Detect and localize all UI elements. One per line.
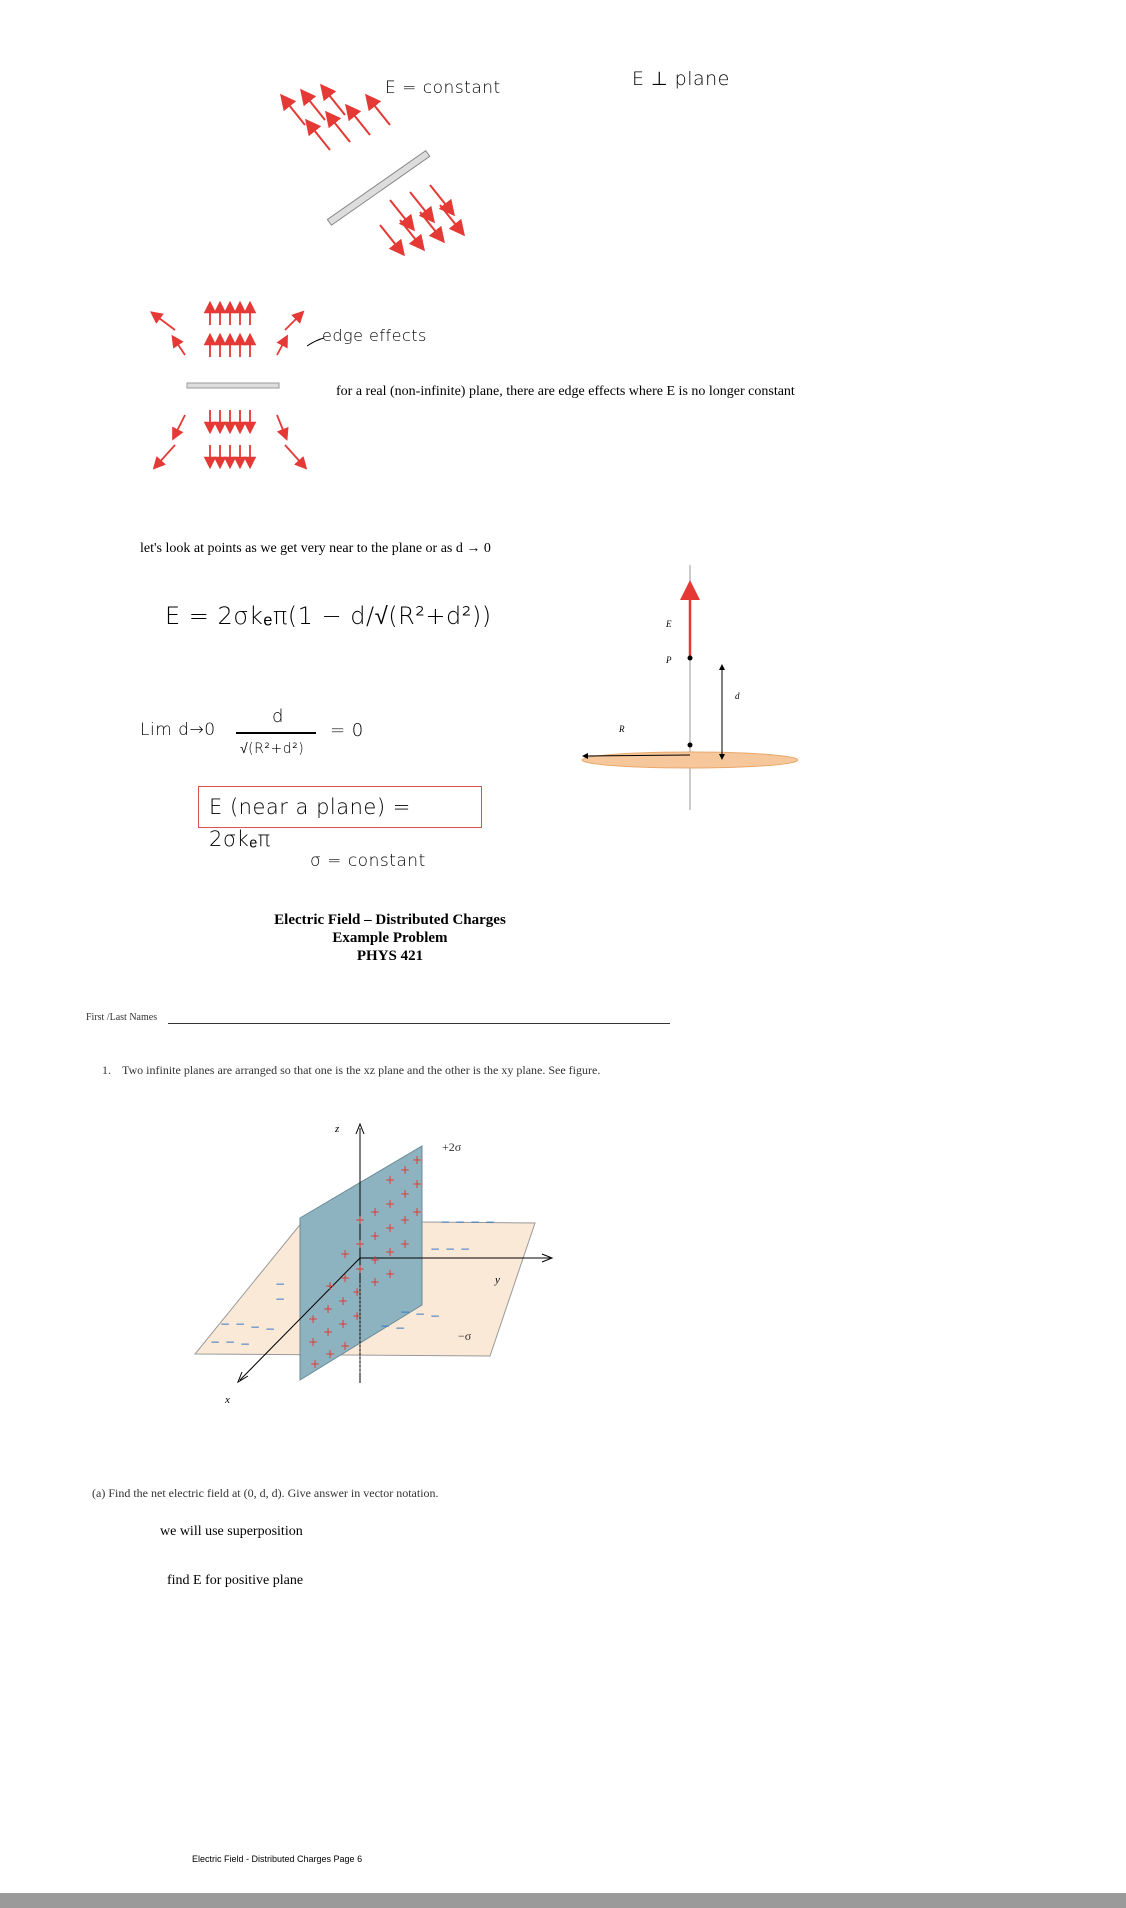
svg-text:+: + <box>340 1247 351 1261</box>
svg-text:+: + <box>412 1205 423 1219</box>
edge-effects-note: edge effects <box>322 326 427 345</box>
minus-sigma-label: −σ <box>458 1329 472 1343</box>
svg-text:+: + <box>370 1205 381 1219</box>
svg-text:+: + <box>352 1285 363 1299</box>
svg-text:−: − <box>455 1215 466 1229</box>
svg-text:+: + <box>385 1245 396 1259</box>
svg-text:−: − <box>240 1337 251 1351</box>
svg-text:−: − <box>380 1319 391 1333</box>
svg-text:−: − <box>275 1292 286 1306</box>
svg-text:−: − <box>485 1215 496 1229</box>
svg-text:−: − <box>225 1335 236 1349</box>
svg-text:+: + <box>400 1213 411 1227</box>
svg-text:+: + <box>325 1279 336 1293</box>
problem-number: 1. <box>102 1063 111 1077</box>
svg-text:−: − <box>265 1322 276 1336</box>
edge-effects-diagram <box>145 295 325 475</box>
svg-text:+: + <box>340 1339 351 1353</box>
svg-text:+: + <box>308 1312 319 1326</box>
limit-result: = 0 <box>330 720 364 741</box>
part-a: (a) Find the net electric field at (0, d, d). Give answer in vector notation. <box>92 1486 439 1500</box>
svg-text:−: − <box>445 1242 456 1256</box>
svg-text:−: − <box>400 1305 411 1319</box>
svg-text:+: + <box>370 1229 381 1243</box>
svg-text:+: + <box>340 1271 351 1285</box>
svg-text:+: + <box>355 1262 366 1276</box>
svg-text:−: − <box>210 1335 221 1349</box>
page-footer: Electric Field - Distributed Charges Page 6 <box>192 1854 363 1864</box>
svg-text:+: + <box>355 1213 366 1227</box>
svg-text:−: − <box>460 1242 471 1256</box>
svg-text:+: + <box>308 1335 319 1349</box>
limit-fraction-bar <box>236 732 316 734</box>
diagonal-plane-diagram <box>270 80 490 270</box>
disk-label-R: R <box>619 724 625 734</box>
svg-text:+: + <box>400 1163 411 1177</box>
svg-text:+: + <box>400 1237 411 1251</box>
svg-text:+: + <box>325 1347 336 1361</box>
doc-title-line3: PHYS 421 <box>356 948 424 964</box>
svg-text:+: + <box>310 1357 321 1371</box>
limit-numerator: d <box>272 706 284 727</box>
svg-text:+: + <box>352 1309 363 1323</box>
svg-text:+: + <box>338 1294 349 1308</box>
disk-label-d: d <box>735 691 740 701</box>
e-constant-note: E = constant <box>385 78 501 98</box>
doc-title-line2: Example Problem <box>332 930 448 946</box>
find-positive-note: find E for positive plane <box>167 1573 304 1588</box>
svg-text:+: + <box>385 1221 396 1235</box>
charged-disk-diagram <box>575 565 805 815</box>
name-field-line <box>168 1023 670 1024</box>
svg-text:−: − <box>440 1215 451 1229</box>
svg-text:+: + <box>323 1302 334 1316</box>
disk-label-P: P <box>666 655 672 665</box>
svg-text:−: − <box>235 1317 246 1331</box>
disk-label-E: E <box>666 619 672 629</box>
svg-text:+: + <box>412 1153 423 1167</box>
svg-text:−: − <box>415 1307 426 1321</box>
limit-denominator: √(R²+d²) <box>240 741 305 757</box>
svg-text:+: + <box>385 1173 396 1187</box>
svg-text:+: + <box>355 1237 366 1251</box>
svg-text:+: + <box>385 1197 396 1211</box>
two-planes-diagram <box>190 1118 560 1408</box>
formula-E: E = 2σkₑπ(1 − d/√(R²+d²)) <box>165 602 492 630</box>
svg-text:+: + <box>412 1177 423 1191</box>
svg-text:−: − <box>395 1321 406 1335</box>
svg-text:+: + <box>370 1275 381 1289</box>
svg-text:+: + <box>370 1253 381 1267</box>
doc-title-line1: Electric Field – Distributed Charges <box>274 912 506 928</box>
axis-label-z: z <box>335 1123 340 1135</box>
svg-text:−: − <box>430 1242 441 1256</box>
svg-text:−: − <box>220 1317 231 1331</box>
axis-label-y: y <box>495 1274 500 1286</box>
plus-two-sigma-label: +2σ <box>442 1140 462 1154</box>
svg-text:+: + <box>400 1187 411 1201</box>
svg-text:−: − <box>250 1320 261 1334</box>
svg-text:−: − <box>470 1215 481 1229</box>
svg-text:−: − <box>275 1277 286 1291</box>
bottom-scroll-bar[interactable] <box>0 1893 1126 1908</box>
edge-effects-sentence: for a real (non-infinite) plane, there are edge effects where E is no longer constant <box>336 384 795 399</box>
svg-text:+: + <box>323 1325 334 1339</box>
e-perp-plane-note: E ⊥ plane <box>632 68 730 90</box>
name-field-label: First /Last Names <box>86 1012 158 1023</box>
limit-label: Lim d→0 <box>140 720 216 740</box>
axis-label-x: x <box>225 1394 230 1406</box>
near-plane-sentence: let's look at points as we get very near to the plane or as d → 0 <box>140 541 491 556</box>
superposition-note: we will use superposition <box>160 1524 303 1539</box>
svg-text:−: − <box>430 1309 441 1323</box>
svg-text:+: + <box>338 1317 349 1331</box>
problem-text: Two infinite planes are arranged so that one is the xz plane and the other is the xy plane. See figure. <box>122 1063 601 1077</box>
sigma-constant-note: σ = constant <box>310 851 426 871</box>
boxed-result: E (near a plane) = 2σkₑπ <box>198 786 482 828</box>
svg-text:+: + <box>385 1267 396 1281</box>
